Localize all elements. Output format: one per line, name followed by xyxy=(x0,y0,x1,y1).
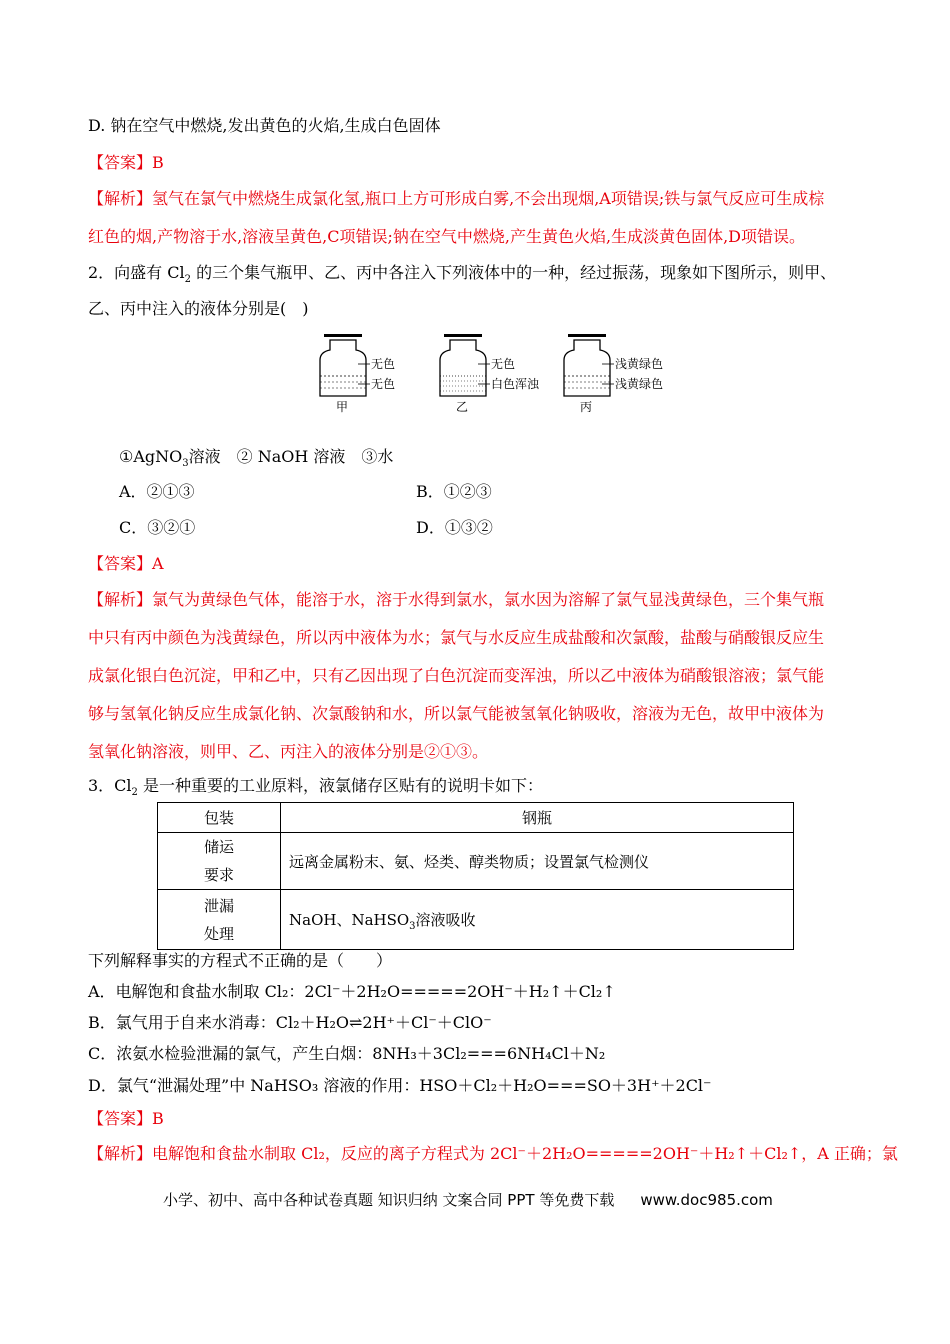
answer-value: B xyxy=(152,1109,164,1128)
label-line: 泄漏 xyxy=(203,896,234,915)
q1-analysis-cont: 红色的烟,产物溶于水,溶液呈黄色,C项错误;钠在空气中燃烧,产生黄色火焰,生成淡黄色固体,D项错误。 xyxy=(88,227,805,246)
q2-liquids xyxy=(119,447,394,470)
bottle-yi xyxy=(440,334,540,414)
subscript: 2 xyxy=(184,274,192,286)
bottle-jia-upper-label: 无色 xyxy=(371,357,396,371)
value-text: NaOH、NaHSO xyxy=(289,911,410,929)
bottle-yi-name: 乙 xyxy=(456,400,469,414)
bottle-bing-lower-label: 浅黄绿色 xyxy=(615,377,664,391)
liquid-chlorine-card xyxy=(157,802,794,950)
subscript: 3 xyxy=(409,921,416,932)
q2-option-c: C．③②① xyxy=(119,518,196,537)
footer-text: 小学、初中、高中各种试卷真题 知识归纳 文案合同 PPT 等免费下载 xyxy=(163,1191,615,1209)
q3-question: 下列解释事实的方程式不正确的是（ ） xyxy=(88,951,393,970)
q3-option-a: A．电解饱和食盐水制取 Cl₂：2Cl⁻＋2H₂O=====2OH⁻＋H₂↑＋Cl₂↑ xyxy=(88,982,616,1001)
q3-option-b: B．氯气用于自来水消毒：Cl₂＋H₂O⇌2H⁺＋Cl⁻＋ClO⁻ xyxy=(88,1013,492,1032)
card-value-leak xyxy=(281,890,794,950)
q2-option-d: D．①③② xyxy=(416,518,493,537)
page-footer xyxy=(163,1189,773,1210)
q3-option-c: C．浓氨水检验泄漏的氯气，产生白烟：8NH₃＋3Cl₂===6NH₄Cl＋N₂ xyxy=(88,1044,606,1063)
q2-stem-cont: 乙、丙中注入的液体分别是( ) xyxy=(88,299,309,318)
answer-value: A xyxy=(152,554,164,573)
q1-answer xyxy=(88,153,164,173)
analysis-tag: 【解析】 xyxy=(88,189,153,208)
q3-option-d: D．氯气“泄漏处理”中 NaHSO₃ 溶液的作用：HSO＋Cl₂＋H₂O===SO＋3H⁺＋2Cl⁻ xyxy=(88,1076,712,1095)
subscript: 3 xyxy=(182,458,189,470)
bottle-jia-lower-label: 无色 xyxy=(371,377,396,391)
q2-option-a: A．②①③ xyxy=(119,482,195,501)
analysis-text: 氯气为黄绿色气体，能溶于水，溶于水得到氯水，氯水因为溶解了氯气显浅黄绿色，三个集气瓶 xyxy=(152,590,825,609)
q2-option-b: B．①②③ xyxy=(416,482,492,501)
label-line: 处理 xyxy=(203,924,234,943)
q2-stem xyxy=(88,263,837,286)
q2-answer xyxy=(88,554,164,574)
analysis-text: 电解饱和食盐水制取 Cl₂，反应的离子方程式为 2Cl⁻＋2H₂O=====2OH⁻＋H₂↑＋Cl₂↑，A 正确；氯 xyxy=(152,1144,898,1163)
q3-stem xyxy=(88,776,544,799)
q3-answer xyxy=(88,1109,164,1129)
answer-tag: 【答案】 xyxy=(88,1109,153,1128)
q1-option-d: D. 钠在空气中燃烧,发出黄色的火焰,生成白色固体 xyxy=(88,116,441,135)
analysis-tag: 【解析】 xyxy=(88,590,153,609)
q2-analysis-cont: 中只有丙中颜色为浅黄绿色，所以丙中液体为水；氯气与水反应生成盐酸和次氯酸，盐酸与硝酸银反应生 xyxy=(88,628,825,647)
card-value-storage: 远离金属粉末、氨、烃类、醇类物质；设置氯气检测仪 xyxy=(281,833,794,890)
value-text: 溶液吸收 xyxy=(415,911,476,929)
stem-text: 的三个集气瓶甲、乙、丙中各注入下列液体中的一种，经过振荡，现象如下图所示，则甲、 xyxy=(191,263,837,282)
label-line: 储运 xyxy=(203,838,234,856)
stem-text: 是一种重要的工业原料，液氯储存区贴有的说明卡如下： xyxy=(137,776,544,795)
analysis-tag: 【解析】 xyxy=(88,1144,153,1163)
subscript: 2 xyxy=(131,787,138,799)
bottle-bing-name: 丙 xyxy=(580,400,593,414)
bottle-jia xyxy=(320,334,395,414)
answer-value: B xyxy=(152,153,164,172)
bottle-yi-upper-label: 无色 xyxy=(491,357,516,371)
bottle-yi-lower-label: 白色浑浊 xyxy=(491,377,540,391)
liquids-text: ①AgNO xyxy=(119,447,183,466)
q3-analysis xyxy=(88,1144,898,1164)
stem-text: 3．Cl xyxy=(88,776,132,795)
q2-analysis-cont: 成氯化银白色沉淀，甲和乙中，只有乙因出现了白色沉淀而变浑浊，所以乙中液体为硝酸银溶液；氯气能 xyxy=(88,666,825,685)
answer-tag: 【答案】 xyxy=(88,554,153,573)
bottle-bing-upper-label: 浅黄绿色 xyxy=(615,357,664,371)
stem-text: 2．向盛有 Cl xyxy=(88,263,185,282)
label-line: 要求 xyxy=(203,866,234,884)
card-label-leak xyxy=(158,890,281,950)
bottle-jia-name: 甲 xyxy=(336,400,349,414)
bottle-bing xyxy=(564,334,663,414)
q2-analysis-cont: 氢氧化钠溶液，则甲、乙、丙注入的液体分别是②①③。 xyxy=(88,742,489,761)
card-label-packaging: 包装 xyxy=(158,803,281,833)
q2-analysis-cont: 够与氢氧化钠反应生成氯化钠、次氯酸钠和水，所以氯气能被氢氧化钠吸收，溶液为无色，故甲中液体为 xyxy=(88,704,825,723)
q1-analysis xyxy=(88,189,824,209)
analysis-text: 氢气在氯气中燃烧生成氯化氢,瓶口上方可形成白雾,不会出现烟,A项错误;铁与氯气反应可生成棕 xyxy=(152,189,825,208)
gas-bottles-diagram xyxy=(318,334,678,416)
q2-analysis xyxy=(88,590,824,610)
liquids-text: 溶液 ② NaOH 溶液 ③水 xyxy=(188,447,394,466)
footer-url[interactable]: www.doc985.com xyxy=(640,1191,773,1209)
card-value-packaging: 钢瓶 xyxy=(281,803,794,833)
card-label-storage xyxy=(158,833,281,890)
answer-tag: 【答案】 xyxy=(88,153,153,172)
